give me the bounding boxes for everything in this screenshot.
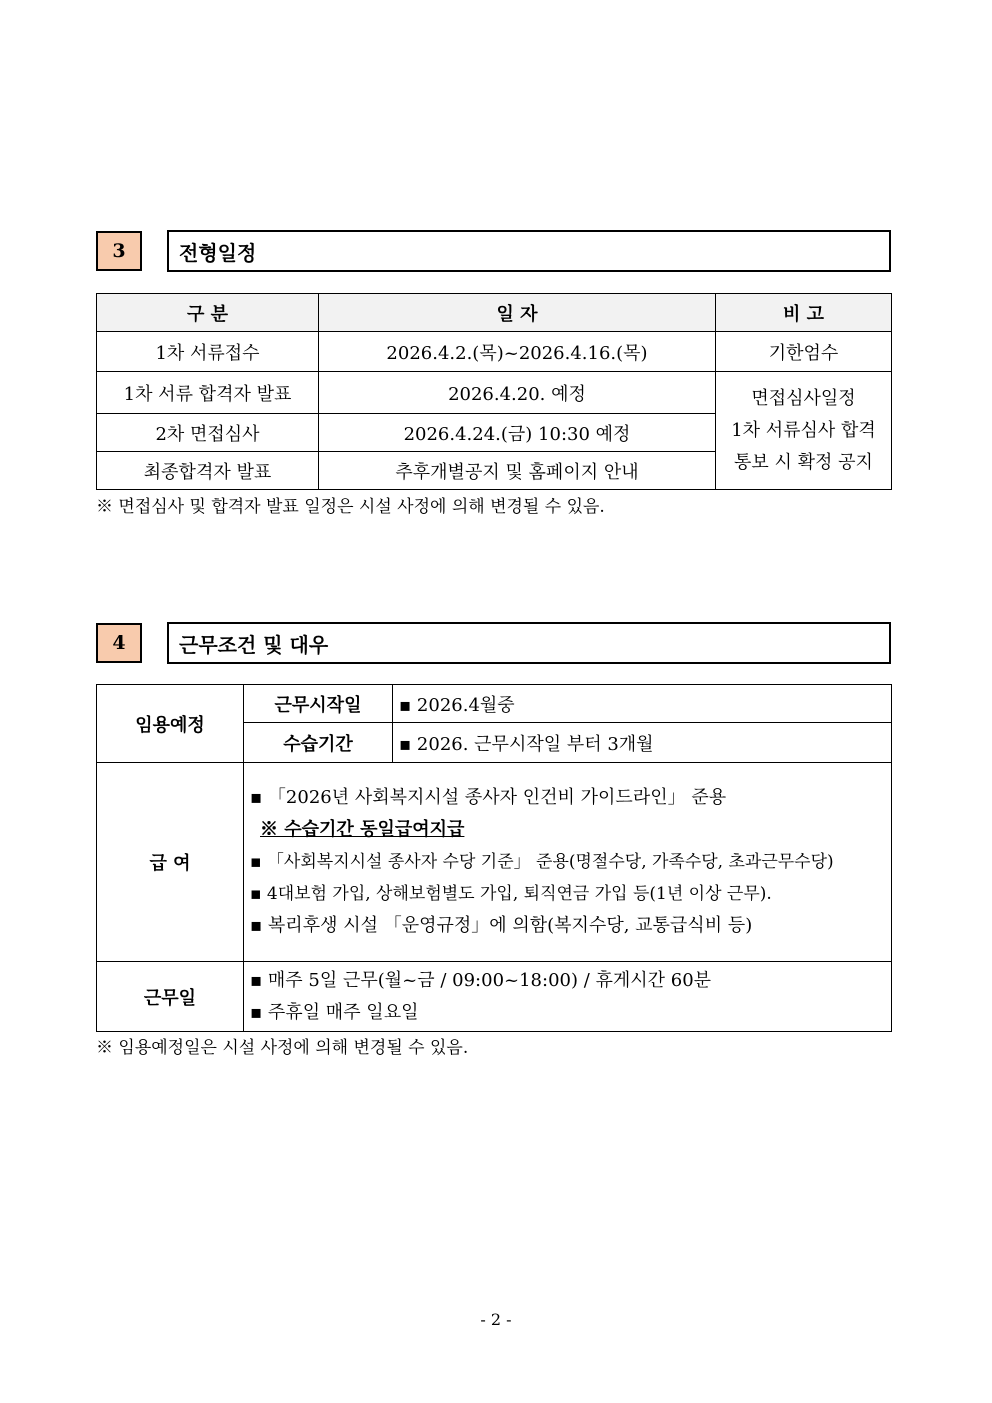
probation-value: ▪ 2026. 근무시작일 부터 3개월 (393, 723, 892, 763)
section-3-title: 전형일정 (167, 230, 891, 272)
schedule-table (96, 293, 892, 490)
salary-details (244, 763, 892, 962)
row-date: 2026.4.2.(목)~2026.4.16.(목) (319, 332, 716, 372)
workdays-details (244, 962, 892, 1032)
row-date: 2026.4.24.(금) 10:30 예정 (319, 414, 716, 452)
header-category: 구 분 (97, 294, 319, 332)
row-date: 추후개별공지 및 홈페이지 안내 (319, 452, 716, 490)
page-number: - 2 - (480, 1310, 512, 1329)
header-remark: 비 고 (716, 294, 892, 332)
appointment-label: 임용예정 (97, 685, 244, 763)
row-date: 2026.4.20. 예정 (319, 372, 716, 414)
row-label: 1차 서류접수 (97, 332, 319, 372)
salary-line: ▪ 복리후생 시설 「운영규정」에 의함(복지수당, 교통급식비 등) (250, 915, 753, 936)
salary-line: ▪ 「2026년 사회복지시설 종사자 인건비 가이드라인」 준용 (250, 787, 727, 808)
start-date-label: 근무시작일 (244, 685, 393, 723)
section-4-title: 근무조건 및 대우 (167, 622, 891, 664)
row-label: 2차 면접심사 (97, 414, 319, 452)
work-conditions-table (96, 684, 892, 1032)
merged-remark-line: 통보 시 확정 공지 (734, 451, 873, 473)
header-date: 일 자 (319, 294, 716, 332)
row-label: 1차 서류 합격자 발표 (97, 372, 319, 414)
workdays-label: 근무일 (97, 962, 244, 1032)
row-label: 최종합격자 발표 (97, 452, 319, 490)
workdays-line: ▪ 매주 5일 근무(월~금 / 09:00~18:00) / 휴게시간 60분 (250, 969, 712, 991)
section-4-number: 4 (96, 623, 142, 663)
section-3-number: 3 (96, 231, 142, 271)
merged-remark (716, 372, 892, 490)
start-date-value: ▪ 2026.4월중 (393, 685, 892, 723)
merged-remark-line: 1차 서류심사 합격 (731, 419, 876, 441)
salary-line: ▪ 4대보험 가입, 상해보험별도 가입, 퇴직연금 가입 등(1년 이상 근무). (250, 884, 772, 904)
row-remark: 기한엄수 (716, 332, 892, 372)
appointment-note: ※ 임용예정일은 시설 사정에 의해 변경될 수 있음. (96, 1038, 469, 1058)
probation-label: 수습기간 (244, 723, 393, 763)
workdays-line: ▪ 주휴일 매주 일요일 (250, 1001, 419, 1023)
salary-line: ▪ 「사회복지시설 종사자 수당 기준」 준용(명절수당, 가족수당, 초과근무수당) (250, 852, 834, 872)
merged-remark-line: 면접심사일정 (751, 387, 856, 409)
salary-label: 급 여 (97, 763, 244, 962)
salary-probation-note: ※ 수습기간 동일급여지급 (260, 819, 465, 840)
schedule-note: ※ 면접심사 및 합격자 발표 일정은 시설 사정에 의해 변경될 수 있음. (96, 497, 605, 517)
